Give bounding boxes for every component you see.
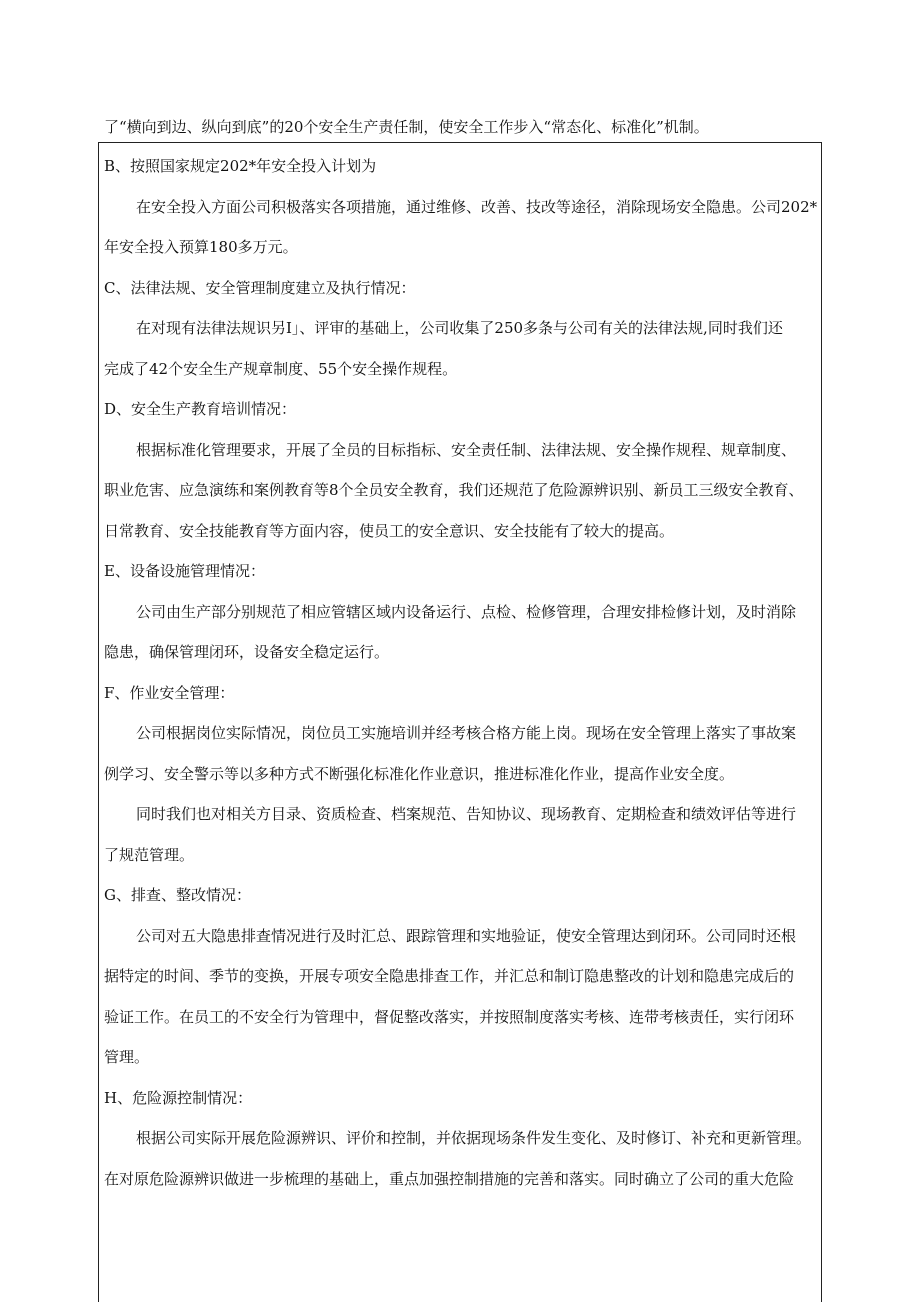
section-paragraph bbox=[104, 794, 820, 875]
section-heading: E、设备设施管理情况： bbox=[104, 562, 265, 580]
paragraph-line: 公司根据岗位实际情况，岗位员工实施培训并经考核合格方能上岗。现场在安全管理上落实了事故案 bbox=[136, 724, 797, 742]
section-heading: C、法律法规、安全管理制度建立及执行情况： bbox=[104, 278, 416, 297]
section-heading: B、按照国家规定202*年安全投入计划为 bbox=[104, 157, 377, 175]
paragraph-line: 例学习、安全警示等以多种方式不断强化标准化作业意识，推进标准化作业，提高作业安全度。 bbox=[104, 764, 735, 783]
paragraph-line: 了规范管理。 bbox=[104, 845, 195, 864]
paragraph-line: 同时我们也对相关方目录、资质检查、档案规范、告知协议、现场教育、定期检查和绩效评估等进行 bbox=[136, 805, 797, 823]
paragraph-line: 根据公司实际开展危险源辨识、评价和控制，并依据现场条件发生变化、及时修订、补充和更新管理。 bbox=[136, 1129, 812, 1147]
section-paragraph bbox=[104, 187, 820, 268]
section-heading: G、排查、整改情况： bbox=[104, 886, 251, 904]
paragraph-line: 职业危害、应急演练和案例教育等8个全员安全教育，我们还规范了危险源辨识别、新员工三级安全教育、 bbox=[104, 481, 804, 499]
paragraph-line: 日常教育、安全技能教育等方面内容，使员工的安全意识、安全技能有了较大的提高。 bbox=[104, 521, 675, 540]
section-paragraph bbox=[104, 308, 820, 389]
section-heading: F、作业安全管理： bbox=[104, 683, 235, 702]
paragraph-line: 年安全投入预算180多万元。 bbox=[104, 238, 298, 256]
paragraph-line: 在对现有法律法规识另I」、评审的基础上，公司收集了250多条与公司有关的法律法规,同时我们还 bbox=[136, 319, 783, 337]
document-body bbox=[104, 146, 820, 1199]
paragraph-line: 验证工作。在员工的不安全行为管理中，督促整改落实，并按照制度落实考核、连带考核责任，实行闭环 bbox=[104, 1007, 795, 1026]
section-heading: D、安全生产教育培训情况： bbox=[104, 400, 297, 418]
paragraph-line: 在安全投入方面公司积极落实各项措施，通过维修、改善、技改等途径，消除现场安全隐患。公司202* bbox=[136, 197, 818, 216]
continued-text-line: 了“横向到边、纵向到底”的20个安全生产责任制，使安全工作步入“常态化、标准化”机制。 bbox=[104, 118, 709, 136]
section-paragraph bbox=[104, 1118, 820, 1199]
paragraph-line: 据特定的时间、季节的变换，开展专项安全隐患排查工作，并汇总和制订隐患整改的计划和隐患完成后的 bbox=[104, 967, 795, 985]
paragraph-line: 公司对五大隐患排查情况进行及时汇总、跟踪管理和实地验证，使安全管理达到闭环。公司同时还根 bbox=[136, 926, 797, 945]
section-paragraph bbox=[104, 916, 820, 1078]
section-paragraph bbox=[104, 592, 820, 673]
paragraph-line: 完成了42个安全生产规章制度、55个安全操作规程。 bbox=[104, 359, 458, 378]
paragraph-line: 隐患，确保管理闭环，设备安全稳定运行。 bbox=[104, 643, 390, 661]
paragraph-line: 公司由生产部分别规范了相应管辖区域内设备运行、点检、检修管理，合理安排检修计划，及时消除 bbox=[136, 602, 797, 621]
section-heading: H、危险源控制情况： bbox=[104, 1088, 253, 1107]
paragraph-line: 根据标准化管理要求，开展了全员的目标指标、安全责任制、法律法规、安全操作规程、规章制度、 bbox=[136, 440, 797, 459]
section-paragraph bbox=[104, 430, 820, 552]
paragraph-line: 在对原危险源辨识做进一步梳理的基础上，重点加强控制措施的完善和落实。同时确立了公司的重大危险 bbox=[104, 1169, 795, 1188]
paragraph-line: 管理。 bbox=[104, 1048, 150, 1066]
section-paragraph bbox=[104, 713, 820, 794]
